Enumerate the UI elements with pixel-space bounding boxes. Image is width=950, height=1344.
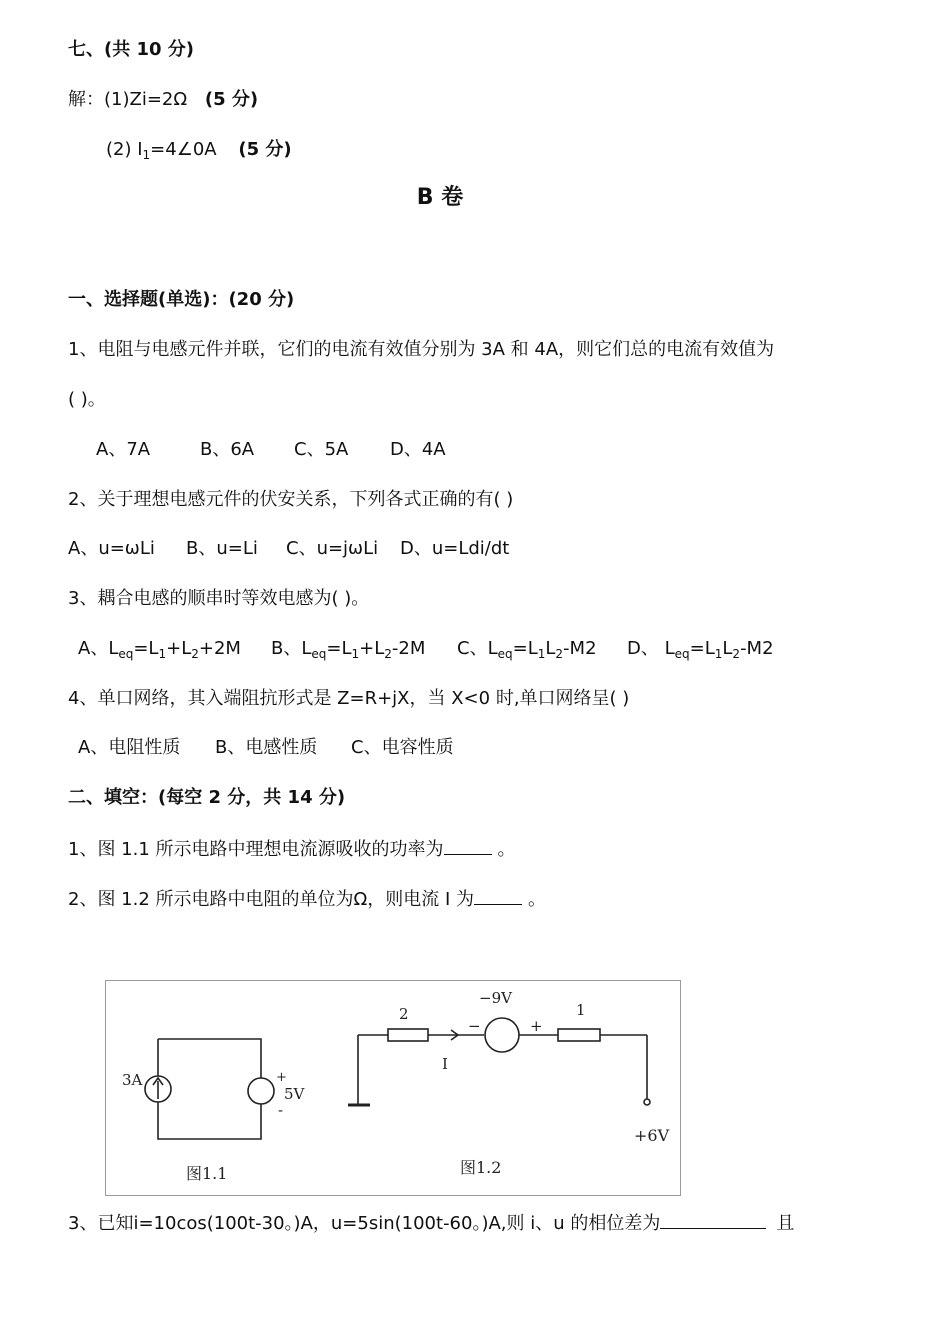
q4-option-c: C、电容性质	[351, 737, 454, 758]
fig1-caption: 图1.1	[186, 1164, 228, 1183]
answer2-score: (5 分)	[238, 139, 292, 160]
q4-option-a: A、电阻性质	[78, 737, 181, 758]
label-p6v: +6V	[634, 1126, 670, 1145]
label-5v: 5V	[284, 1085, 305, 1103]
fill-q3-text: 3、已知i=10cos(100t-30。)A，u=5sin(100t-60。)A,则 i、u 的相位差为	[68, 1213, 661, 1234]
section7-heading: 七、(共 10 分)	[68, 39, 195, 60]
part1-heading: 一、选择题(单选)：(20 分)	[68, 289, 295, 310]
answer2-sub: 1	[142, 148, 151, 162]
fill-q3-end: 且	[776, 1213, 795, 1234]
q3-option-b: B、$L_{eq}=L_1+L_2-2M$	[271, 638, 426, 661]
q1-options	[96, 438, 446, 462]
fig2-caption: 图1.2	[460, 1158, 502, 1177]
q3-options	[78, 637, 774, 661]
q2-options	[68, 537, 509, 561]
part2-heading: 二、填空：(每空 2 分，共 14 分)	[68, 787, 346, 808]
label-5v-plus: +	[276, 1070, 287, 1085]
label-src-minus: −	[468, 1017, 481, 1035]
q1-text: 1、电阻与电感元件并联，它们的电流有效值分别为 3A 和 4A，则它们总的电流有效值为	[68, 339, 775, 360]
answer1-text: 解：(1)Zi=2Ω	[68, 89, 188, 110]
q3-option-a: A、$L_{eq}=L_1+L_2+2M$	[78, 638, 241, 661]
label-src-plus: +	[530, 1017, 543, 1035]
fill-q2	[68, 886, 546, 912]
fill-q2-end: 。	[528, 889, 547, 910]
q4-options	[78, 736, 454, 760]
circuit-figure	[105, 980, 681, 1196]
q1-option-c: C、5A	[294, 439, 349, 460]
q1-option-b: B、6A	[200, 439, 255, 460]
circuit-fig1	[145, 1039, 274, 1139]
q4-option-b: B、电感性质	[215, 737, 318, 758]
label-5v-minus: -	[278, 1101, 284, 1119]
fill-q1-end: 。	[497, 839, 516, 860]
label-3a: 3A	[122, 1071, 143, 1089]
fill-q1	[68, 836, 516, 862]
q2-option-a: A、u=ωLi	[68, 538, 155, 559]
q2-option-d: D、u=Ldi/dt	[400, 538, 510, 559]
answer-line-1	[68, 88, 258, 112]
fill-q1-text: 1、图 1.1 所示电路中理想电流源吸收的功率为	[68, 839, 444, 860]
q2-option-b: B、u=Li	[186, 538, 258, 559]
q1-option-d: D、4A	[390, 439, 446, 460]
q2-option-c: C、u=jωLi	[286, 538, 379, 559]
paper-title: B 卷	[416, 185, 464, 210]
circuit-fig2	[348, 1018, 650, 1105]
label-r2: 2	[399, 1005, 409, 1023]
label-m9v: −9V	[479, 989, 512, 1007]
answer-line-2	[106, 138, 292, 162]
q1-paren: ( )。	[68, 389, 106, 410]
answer2-prefix: (2) I	[106, 139, 143, 160]
fill-q1-blank	[444, 836, 492, 855]
label-i: I	[442, 1055, 448, 1073]
q2-text: 2、关于理想电感元件的伏安关系，下列各式正确的有( )	[68, 489, 514, 510]
answer1-score: (5 分)	[204, 89, 259, 110]
fill-q3-blank	[660, 1210, 766, 1229]
fill-q3	[68, 1210, 794, 1236]
q3-text: 3、耦合电感的顺串时等效电感为( )。	[68, 588, 370, 609]
q3-option-d: D、 $L_{eq}=L_1L_2-M2$	[627, 638, 774, 661]
q4-text: 4、单口网络，其入端阻抗形式是 Z=R+jX，当 X<0 时,单口网络呈( )	[68, 688, 630, 709]
answer2-rest: =4∠0A	[150, 139, 217, 160]
q3-option-c: C、$L_{eq}=L_1L_2-M2$	[457, 638, 597, 661]
q1-option-a: A、7A	[96, 439, 151, 460]
fill-q2-text: 2、图 1.2 所示电路中电阻的单位为Ω，则电流 I 为	[68, 889, 475, 910]
label-r1: 1	[576, 1001, 586, 1019]
fill-q2-blank	[474, 886, 522, 905]
